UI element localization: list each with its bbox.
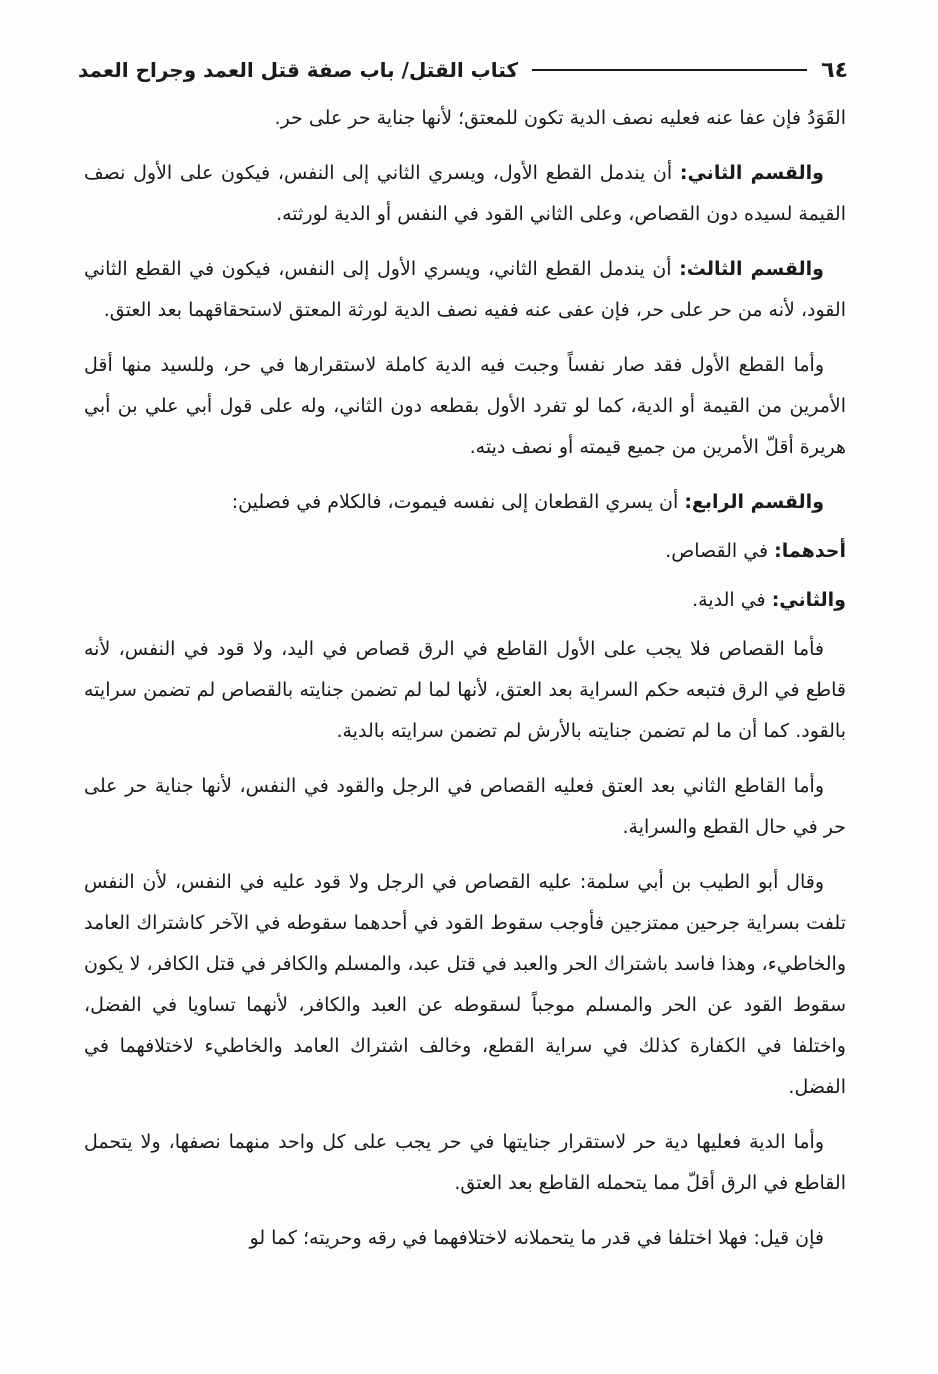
paragraph-text: أن يسري القطعان إلى نفسه فيموت، فالكلام في فصلين: <box>231 491 685 513</box>
paragraph-lead: أحدهما: <box>774 540 846 562</box>
paragraph <box>84 345 846 468</box>
paragraph-text: وأما القطع الأول فقد صار نفساً وجبت فيه الدية كاملة لاستقرارها في حر، وللسيد منها أقل الأمرين من القيمة أو الدية، كما لو تفرد الأول بقطعه دون الثاني، وله على قول أبي علي بن أبي هريرة أقلّ الأمرين من جميع قيمته أو نصف ديته. <box>84 354 846 458</box>
paragraph-text: وأما الدية فعليها دية حر لاستقرار جنايتها في حر يجب على كل واحد منهما نصفها، ولا يتحمل القاطع في الرق أقلّ مما يتحمله القاطع بعد العتق. <box>84 1131 846 1194</box>
page-header <box>78 52 848 88</box>
paragraph-lead: والقسم الثالث: <box>679 258 824 280</box>
paragraph <box>84 1218 846 1259</box>
page-number: ٦٤ <box>821 57 848 83</box>
paragraph <box>84 98 846 139</box>
paragraph-text: في الدية. <box>692 589 772 611</box>
paragraph-lead: والثاني: <box>771 589 846 611</box>
paragraph-text: في القصاص. <box>665 540 775 562</box>
paragraph <box>84 482 846 523</box>
paragraph-text: وأما القاطع الثاني بعد العتق فعليه القصاص في الرجل والقود في النفس، لأنها جناية حر على حر في حال القطع والسراية. <box>84 775 846 838</box>
paragraph <box>84 766 846 848</box>
header-rule <box>532 69 807 71</box>
paragraph-lead: والقسم الرابع: <box>684 491 824 513</box>
paragraph <box>84 580 846 621</box>
paragraph <box>84 531 846 572</box>
paragraph <box>84 249 846 331</box>
paragraph <box>84 1122 846 1204</box>
paragraph-text: فإن قيل: فهلا اختلفا في قدر ما يتحملانه لاختلافهما في رقه وحريته؛ كما لو <box>249 1227 824 1249</box>
paragraph <box>84 862 846 1108</box>
paragraph-text: وقال أبو الطيب بن أبي سلمة: عليه القصاص في الرجل ولا قود عليه في النفس، لأن النفس تلفت بسراية جرحين ممتزجين فأوجب سقوط القود في أحدهما سقوطه في الآخر كاشتراك العامد والخاطيء، وهذا فاسد باشتراك الحر والعبد في قتل عبد، والمسلم والكافر في قتل الكافر، لا يكون سقوط القود عن الحر والمسلم موجباً لسقوطه عن العبد والكافر، لأنهما تساويا في الفضل، واختلفا في الكفارة كذلك في سراية القطع، وخالف اشتراك العامد والخاطيء لاختلافهما في الفضل. <box>84 871 846 1098</box>
paragraph-text: أن يندمل القطع الأول، ويسري الثاني إلى النفس، فيكون على الأول نصف القيمة لسيده دون القصاص، وعلى الثاني القود في النفس أو الدية لورثته. <box>84 162 846 225</box>
paragraph-lead: والقسم الثاني: <box>679 162 824 184</box>
running-title: كتاب القتل/ باب صفة قتل العمد وجراح العمد <box>78 58 519 82</box>
page-body <box>84 98 846 1273</box>
paragraph-text: أن يندمل القطع الثاني، ويسري الأول إلى النفس، فيكون في القطع الثاني القود، لأنه من حر على حر، فإن عفى عنه ففيه نصف الدية لورثة المعتق لاستحقاقهما بعد العتق. <box>84 258 846 321</box>
paragraph <box>84 153 846 235</box>
paragraph-text: القَوَدُ فإن عفا عنه فعليه نصف الدية تكون للمعتق؛ لأنها جناية حر على حر. <box>274 107 846 129</box>
paragraph-text: فأما القصاص فلا يجب على الأول القاطع في الرق قصاص في اليد، ولا قود في النفس، لأنه قاطع في الرق فتبعه حكم السراية بعد العتق، لأنها لما لم تضمن جنايته بالقصاص لم تضمن سرايته بالقود. كما أن ما لم تضمن جنايته بالأرش لم تضمن سرايته بالدية. <box>84 638 846 742</box>
paragraph <box>84 629 846 752</box>
